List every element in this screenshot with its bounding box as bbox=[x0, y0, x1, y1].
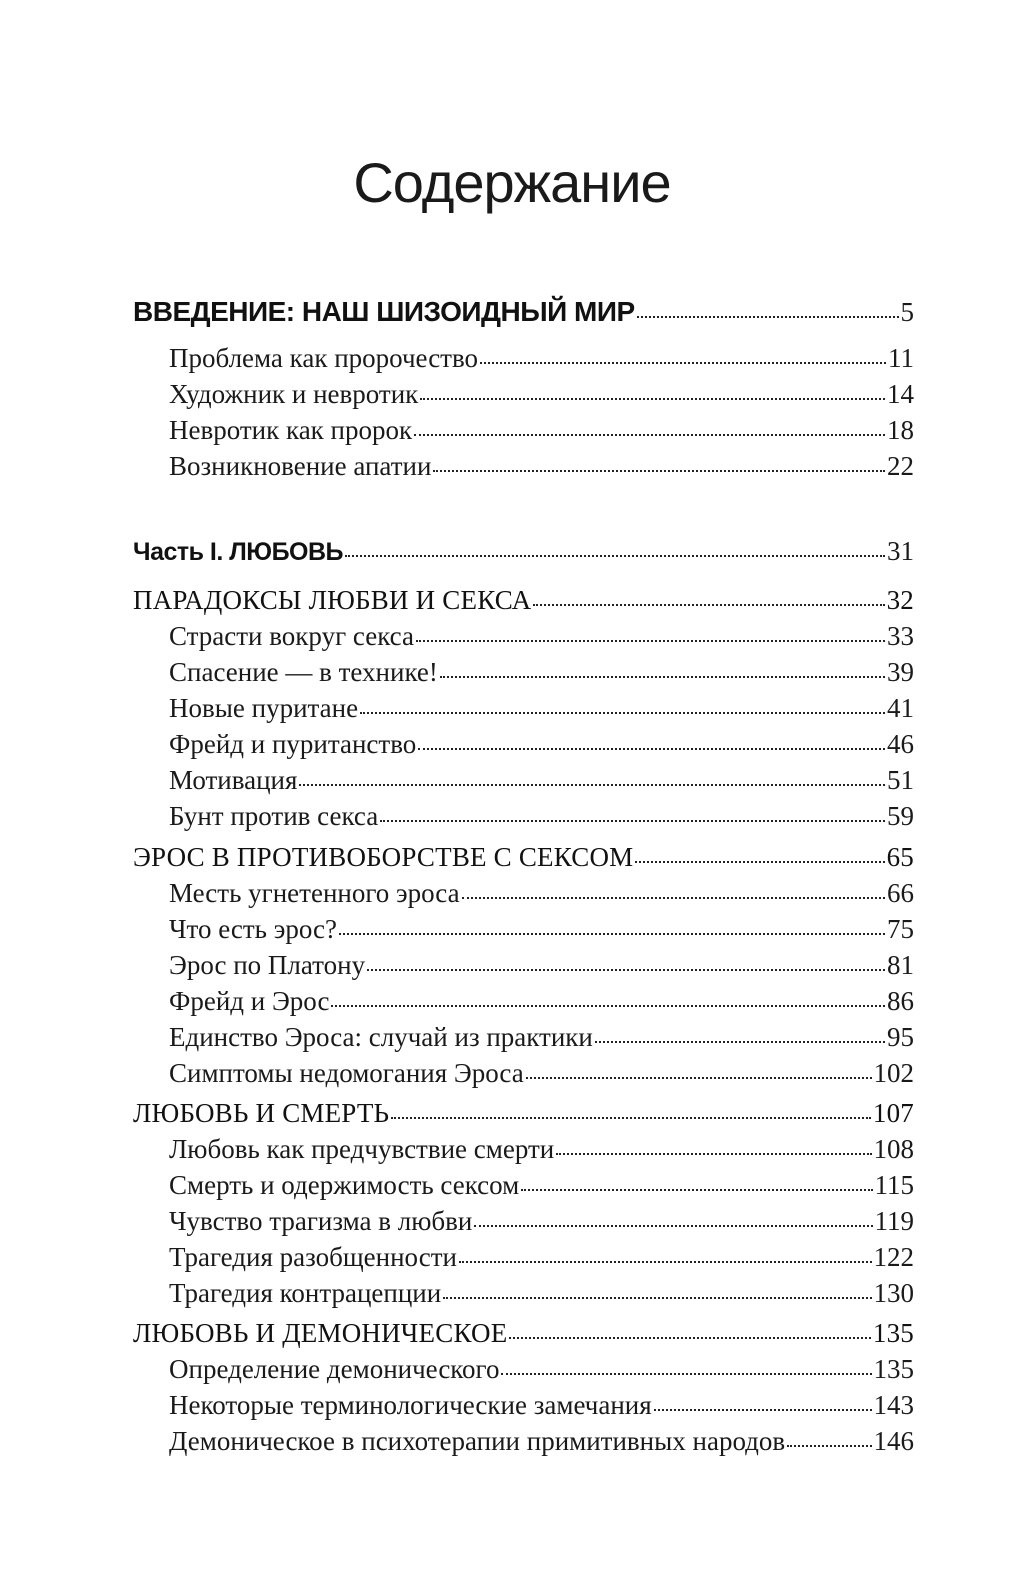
toc-entry-title: Новые пуритане bbox=[169, 693, 359, 723]
toc-page-number: 59 bbox=[887, 801, 914, 831]
dot-leader bbox=[462, 897, 885, 899]
toc-page-number: 135 bbox=[873, 1354, 914, 1384]
toc-page-number: 14 bbox=[887, 379, 914, 409]
toc-entry[interactable] bbox=[169, 621, 914, 652]
toc-entry-title: ЭРОС В ПРОТИВОБОРСТВЕ С СЕКСОМ bbox=[133, 842, 634, 872]
toc-page-number: 18 bbox=[887, 415, 914, 445]
dot-leader bbox=[339, 933, 885, 935]
toc-page-number: 130 bbox=[873, 1278, 914, 1308]
toc-entry-title: Трагедия разобщенности bbox=[169, 1242, 457, 1272]
toc-page-number: 115 bbox=[874, 1170, 914, 1200]
toc-entry[interactable] bbox=[169, 1242, 914, 1273]
toc-page-number: 119 bbox=[874, 1206, 914, 1236]
toc-entry-title: ЛЮБОВЬ И ДЕМОНИЧЕСКОЕ bbox=[133, 1318, 508, 1348]
dot-leader bbox=[533, 604, 884, 606]
toc-entry-title: Демоническое в психотерапии примитивных народов bbox=[169, 1426, 786, 1456]
toc-page-number: 107 bbox=[872, 1098, 914, 1128]
dot-leader bbox=[331, 1005, 885, 1007]
toc-entry-title: Чувство трагизма в любви bbox=[169, 1206, 473, 1236]
dot-leader bbox=[526, 1077, 872, 1079]
dot-leader bbox=[367, 969, 885, 971]
page-title: Содержание bbox=[353, 151, 671, 214]
toc-entry-title: Бунт против секса bbox=[169, 801, 379, 831]
toc-entry-title: Проблема как пророчество bbox=[169, 343, 479, 373]
toc-entry-title: ПАРАДОКСЫ ЛЮБВИ И СЕКСА bbox=[133, 585, 532, 615]
toc-page-number: 102 bbox=[873, 1058, 914, 1088]
toc-entry[interactable] bbox=[169, 1058, 914, 1089]
toc-entry[interactable] bbox=[169, 451, 914, 482]
toc-entry[interactable] bbox=[169, 1354, 914, 1385]
toc-page-number: 108 bbox=[873, 1134, 914, 1164]
dot-leader bbox=[443, 1297, 871, 1299]
toc-entry-title: Возникновение апатии bbox=[169, 451, 432, 481]
toc-entry-chapter[interactable] bbox=[133, 585, 914, 616]
toc-entry-title: Месть угнетенного эроса bbox=[169, 878, 460, 908]
dot-leader bbox=[391, 1117, 871, 1119]
toc-entry-intro[interactable] bbox=[133, 296, 914, 328]
toc-page-number: 146 bbox=[873, 1426, 914, 1456]
toc-entry[interactable] bbox=[169, 1134, 914, 1165]
toc-entry[interactable] bbox=[169, 415, 914, 446]
toc-entry-chapter[interactable] bbox=[133, 1318, 914, 1349]
dot-leader bbox=[433, 470, 885, 472]
dot-leader bbox=[459, 1261, 872, 1263]
toc-entry[interactable] bbox=[169, 878, 914, 909]
dot-leader bbox=[474, 1225, 872, 1227]
toc-entry-title: Страсти вокруг секса bbox=[169, 621, 414, 651]
dot-leader bbox=[480, 362, 886, 364]
toc-page-number: 143 bbox=[873, 1390, 914, 1420]
toc-page-number: 46 bbox=[887, 729, 914, 759]
dot-leader bbox=[299, 784, 885, 786]
toc-page-number: 32 bbox=[886, 585, 914, 615]
toc-page-number: 22 bbox=[887, 451, 914, 481]
toc-entry-chapter[interactable] bbox=[133, 1098, 914, 1129]
toc-entry-title: Смерть и одержимость сексом bbox=[169, 1170, 520, 1200]
dot-leader bbox=[418, 748, 885, 750]
dot-leader bbox=[440, 676, 885, 678]
toc-entry-title: Симптомы недомогания Эроса bbox=[169, 1058, 524, 1088]
toc-entry[interactable] bbox=[169, 986, 914, 1017]
toc-page-number: 5 bbox=[900, 297, 914, 327]
toc-page-number: 95 bbox=[887, 1022, 914, 1052]
toc-page-number: 39 bbox=[887, 657, 914, 687]
toc-entry-title: Единство Эроса: случай из практики bbox=[169, 1022, 593, 1052]
toc-entry[interactable] bbox=[169, 914, 914, 945]
dot-leader bbox=[414, 434, 885, 436]
toc-entry-title: Спасение — в технике! bbox=[169, 657, 438, 687]
toc-page-number: 75 bbox=[887, 914, 914, 944]
toc-entry[interactable] bbox=[169, 729, 914, 760]
toc-entry-title: ЛЮБОВЬ И СМЕРТЬ bbox=[133, 1098, 390, 1128]
toc-entry[interactable] bbox=[169, 657, 914, 688]
toc-page-number: 41 bbox=[887, 693, 914, 723]
toc-entry-title: Фрейд и Эрос bbox=[169, 986, 330, 1016]
dot-leader bbox=[509, 1337, 871, 1339]
dot-leader bbox=[595, 1041, 885, 1043]
toc-entry-title: Определение демонического bbox=[169, 1354, 500, 1384]
toc-entry[interactable] bbox=[169, 1206, 914, 1237]
dot-leader bbox=[380, 820, 885, 822]
toc-page-number: 31 bbox=[887, 536, 914, 566]
toc-page-number: 122 bbox=[873, 1242, 914, 1272]
toc-entry[interactable] bbox=[169, 1426, 914, 1457]
dot-leader bbox=[637, 316, 899, 318]
toc-entry[interactable] bbox=[169, 693, 914, 724]
toc-entry-title: Любовь как предчувствие смерти bbox=[169, 1134, 555, 1164]
toc-entry[interactable] bbox=[169, 343, 914, 374]
toc-entry[interactable] bbox=[169, 379, 914, 410]
toc-entry[interactable] bbox=[169, 801, 914, 832]
toc-entry-title: Эрос по Платону bbox=[169, 950, 366, 980]
toc-page-number: 135 bbox=[872, 1318, 914, 1348]
toc-page-number: 81 bbox=[887, 950, 914, 980]
toc-page-number: 66 bbox=[887, 878, 914, 908]
dot-leader bbox=[556, 1153, 871, 1155]
toc-entry[interactable] bbox=[169, 950, 914, 981]
dot-leader bbox=[501, 1373, 871, 1375]
toc-page-number: 33 bbox=[887, 621, 914, 651]
dot-leader bbox=[521, 1189, 872, 1191]
toc-entry[interactable] bbox=[169, 1022, 914, 1053]
dot-leader bbox=[416, 640, 885, 642]
dot-leader bbox=[635, 861, 884, 863]
toc-entry-title: Художник и невротик bbox=[169, 379, 419, 409]
toc-page-number: 11 bbox=[888, 343, 914, 373]
toc-entry-title: Трагедия контрацепции bbox=[169, 1278, 442, 1308]
dot-leader bbox=[360, 712, 885, 714]
toc-entry-title: Мотивация bbox=[169, 765, 298, 795]
toc-entry[interactable] bbox=[169, 1390, 914, 1421]
toc-page-number: 65 bbox=[886, 842, 914, 872]
toc-entry-title: Часть I. ЛЮБОВЬ bbox=[133, 538, 344, 566]
dot-leader bbox=[787, 1445, 871, 1447]
toc-entry[interactable] bbox=[169, 1278, 914, 1309]
toc-entry-part[interactable] bbox=[133, 536, 914, 567]
toc-entry-title: Что есть эрос? bbox=[169, 914, 337, 944]
dot-leader bbox=[420, 398, 885, 400]
toc-page-number: 86 bbox=[887, 986, 914, 1016]
toc-page-number: 51 bbox=[887, 765, 914, 795]
dot-leader bbox=[345, 555, 885, 557]
dot-leader bbox=[654, 1409, 872, 1411]
toc-entry-title: ВВЕДЕНИЕ: НАШ ШИЗОИДНЫЙ МИР bbox=[133, 296, 635, 327]
toc-entry[interactable] bbox=[169, 1170, 914, 1201]
toc-entry-title: Некоторые терминологические замечания bbox=[169, 1390, 652, 1420]
toc-entry-chapter[interactable] bbox=[133, 842, 914, 873]
toc-entry[interactable] bbox=[169, 765, 914, 796]
toc-entry-title: Фрейд и пуританство bbox=[169, 729, 417, 759]
toc-entry-title: Невротик как пророк bbox=[169, 415, 413, 445]
